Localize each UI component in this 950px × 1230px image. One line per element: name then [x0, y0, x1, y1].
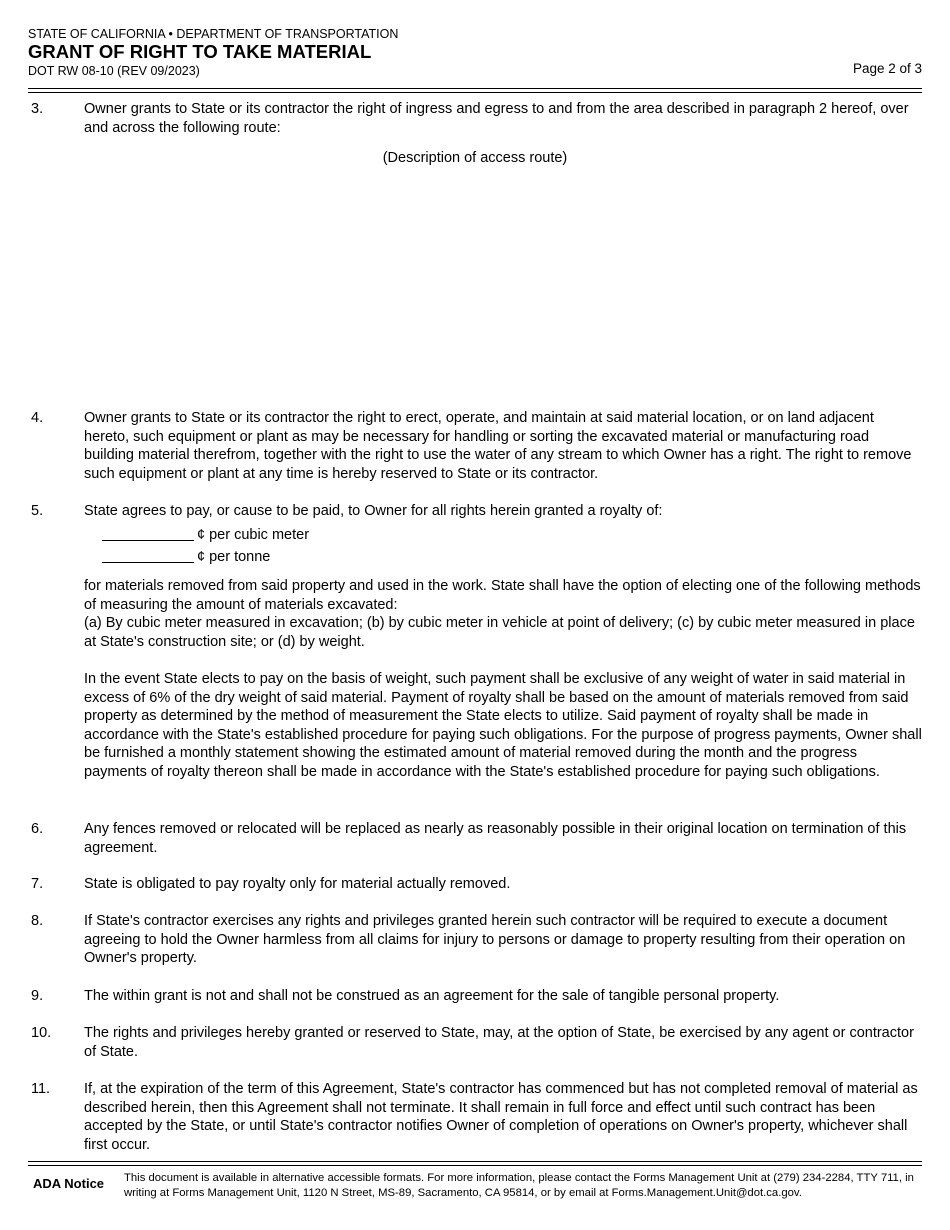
access-route-label: (Description of access route) [382, 150, 568, 166]
section-number: 5. [31, 503, 44, 519]
section-number: 10. [31, 1025, 52, 1041]
footer-divider-top [28, 1161, 922, 1162]
section-text: State is obligated to pay royalty only for material actually removed. [84, 876, 511, 892]
section-number: 11. [31, 1081, 51, 1097]
royalty-tonne-row [102, 548, 270, 566]
section-text: Owner grants to State or its contractor the right to erect, operate, and maintain at said material location, or on land adjacent hereto, such equipment or plant as may be necessary for handling or sorting the excavated material or manufacturing road building material therefrom, together with the right to use the water of any stream to which Owner has a right. The right to remove such equipment or plant at any time is hereby reserved to State or its contractor. [84, 410, 912, 482]
section-text: Owner grants to State or its contractor the right of ingress and egress to and from the area described in paragraph 2 hereof, over and across the following route: [84, 101, 909, 136]
measurement-options-paragraph: (a) By cubic meter measured in excavation; (b) by cubic meter in vehicle at point of delivery; (c) by cubic meter measured in place at State's construction site; or (d) by weight. [84, 615, 915, 650]
section-9 [31, 987, 921, 1006]
royalty-cubic-meter-row [102, 526, 309, 544]
section-7 [31, 875, 921, 894]
section-4 [31, 409, 921, 483]
section-text: The within grant is not and shall not be construed as an agreement for the sale of tangible personal property. [84, 988, 780, 1004]
royalty-cubic-meter-field[interactable] [102, 526, 194, 541]
weight-payment-paragraph: In the event State elects to pay on the basis of weight, such payment shall be exclusive of any weight of water in said material in excess of 6% of the dry weight of said material. Payment of royalty shall be based on the amount of materials removed from said property as determined by the method of measurement the State elects to utilize. Said payment of royalty shall be made in accordance with the State's established procedure for paying such obligations. For the purpose of progress payments, Owner shall be furnished a monthly statement showing the estimated amount of material removed during the month and the progress payments of royalty thereon shall be made in accordance with the State's established procedure for paying such obligations. [84, 671, 922, 780]
royalty-tonne-label: ¢ per tonne [197, 549, 271, 565]
page-number: Page 2 of 3 [852, 61, 922, 76]
section-text: The rights and privileges hereby granted or reserved to State, may, at the option of State, be exercised by any agent or contractor of State. [84, 1025, 914, 1060]
section-number: 9. [31, 988, 44, 1004]
section-6 [31, 820, 921, 857]
section-11 [31, 1080, 921, 1154]
section-text: If, at the expiration of the term of this Agreement, State's contractor has commenced but has not completed removal of material as described herein, then this Agreement shall not terminate. It shall remain in full force and effect until such contract has been accepted by the State, or until State's contractor notifies Owner of completion of operations on Owner's property, whichever shall first occur. [84, 1081, 918, 1153]
section-text: State agrees to pay, or cause to be paid, to Owner for all rights herein granted a royalty of: [84, 503, 663, 519]
section-8 [31, 912, 921, 968]
form-header [28, 27, 922, 78]
form-number: DOT RW 08-10 (REV 09/2023) [28, 64, 200, 78]
section-3 [31, 100, 921, 137]
section-10 [31, 1024, 921, 1061]
measurement-methods-paragraph: for materials removed from said property and used in the work. State shall have the option of electing one of the following methods of measuring the amount of materials excavated: [84, 578, 921, 613]
section-text: If State's contractor exercises any rights and privileges granted herein such contractor will be required to execute a document agreeing to hold the Owner harmless from all claims for injury to persons or damage to property resulting from their operation on Owner's property. [84, 913, 906, 967]
header-divider-top [28, 88, 922, 89]
section-text: Any fences removed or relocated will be replaced as nearly as reasonably possible in their original location on termination of this agreement. [84, 821, 907, 856]
header-divider-bottom [28, 92, 922, 93]
section-number: 7. [31, 876, 44, 892]
ada-notice-text: This document is available in alternative accessible formats. For more information, please contact the Forms Management Unit at (279) 234-2284, TTY 711, in writing at Forms Management Unit, 1120 N Street, MS-89, Sacramento, CA 95814, or by email at Forms.Management.Unit@dot.ca.gov. [124, 1172, 914, 1199]
footer-divider-bottom [28, 1165, 922, 1166]
royalty-tonne-field[interactable] [102, 548, 194, 563]
ada-notice-title: ADA Notice [33, 1176, 105, 1191]
section-number: 3. [31, 101, 44, 117]
royalty-cubic-meter-label: ¢ per cubic meter [197, 527, 310, 543]
section-number: 4. [31, 410, 44, 426]
form-title: GRANT OF RIGHT TO TAKE MATERIAL [28, 41, 372, 62]
section-number: 8. [31, 913, 44, 929]
section-number: 6. [31, 821, 44, 837]
section-5 [31, 502, 921, 521]
agency-name: STATE OF CALIFORNIA • DEPARTMENT OF TRANSPORTATION [28, 27, 399, 41]
